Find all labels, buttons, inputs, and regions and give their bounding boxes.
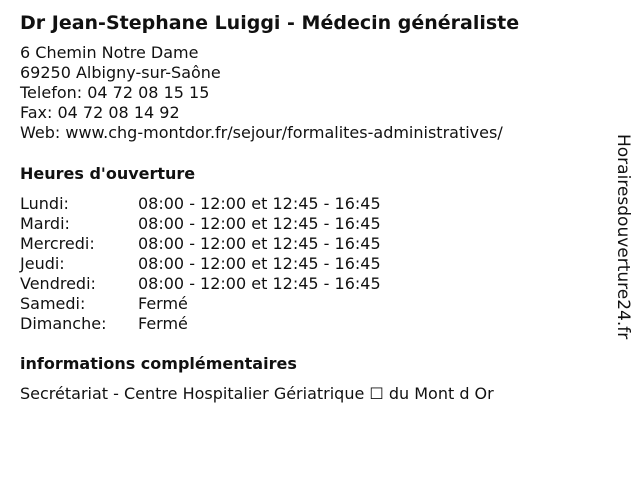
- day-label: Vendredi:: [20, 274, 96, 293]
- street-address: 6 Chemin Notre Dame: [20, 43, 199, 62]
- brand-label: Horairesdouverture24.fr: [613, 134, 633, 340]
- time-value: 08:00 - 12:00 et 12:45 - 16:45: [138, 234, 381, 253]
- time-value: Fermé: [138, 294, 188, 313]
- time-value: Fermé: [138, 314, 188, 333]
- time-value: 08:00 - 12:00 et 12:45 - 16:45: [138, 214, 381, 233]
- hours-heading: Heures d'ouverture: [20, 164, 196, 183]
- time-value: 08:00 - 12:00 et 12:45 - 16:45: [138, 254, 381, 273]
- phone-number: Telefon: 04 72 08 15 15: [20, 83, 210, 102]
- day-label: Samedi:: [20, 294, 86, 313]
- fax-number: Fax: 04 72 08 14 92: [20, 103, 180, 122]
- info-text: Secrétariat - Centre Hospitalier Gériatrique ☐ du Mont d Or: [20, 384, 494, 403]
- day-label: Mardi:: [20, 214, 70, 233]
- city-postal: 69250 Albigny-sur-Saône: [20, 63, 221, 82]
- info-heading: informations complémentaires: [20, 354, 297, 373]
- day-label: Jeudi:: [20, 254, 65, 273]
- contact-block: [20, 43, 503, 143]
- day-label: Lundi:: [20, 194, 69, 213]
- brand-watermark: [611, 134, 635, 374]
- website: Web: www.chg-montdor.fr/sejour/formalites-administratives/: [20, 123, 503, 142]
- time-value: 08:00 - 12:00 et 12:45 - 16:45: [138, 194, 381, 213]
- page-title: Dr Jean-Stephane Luiggi - Médecin généraliste: [20, 12, 520, 34]
- day-label: Dimanche:: [20, 314, 107, 333]
- day-label: Mercredi:: [20, 234, 95, 253]
- time-value: 08:00 - 12:00 et 12:45 - 16:45: [138, 274, 381, 293]
